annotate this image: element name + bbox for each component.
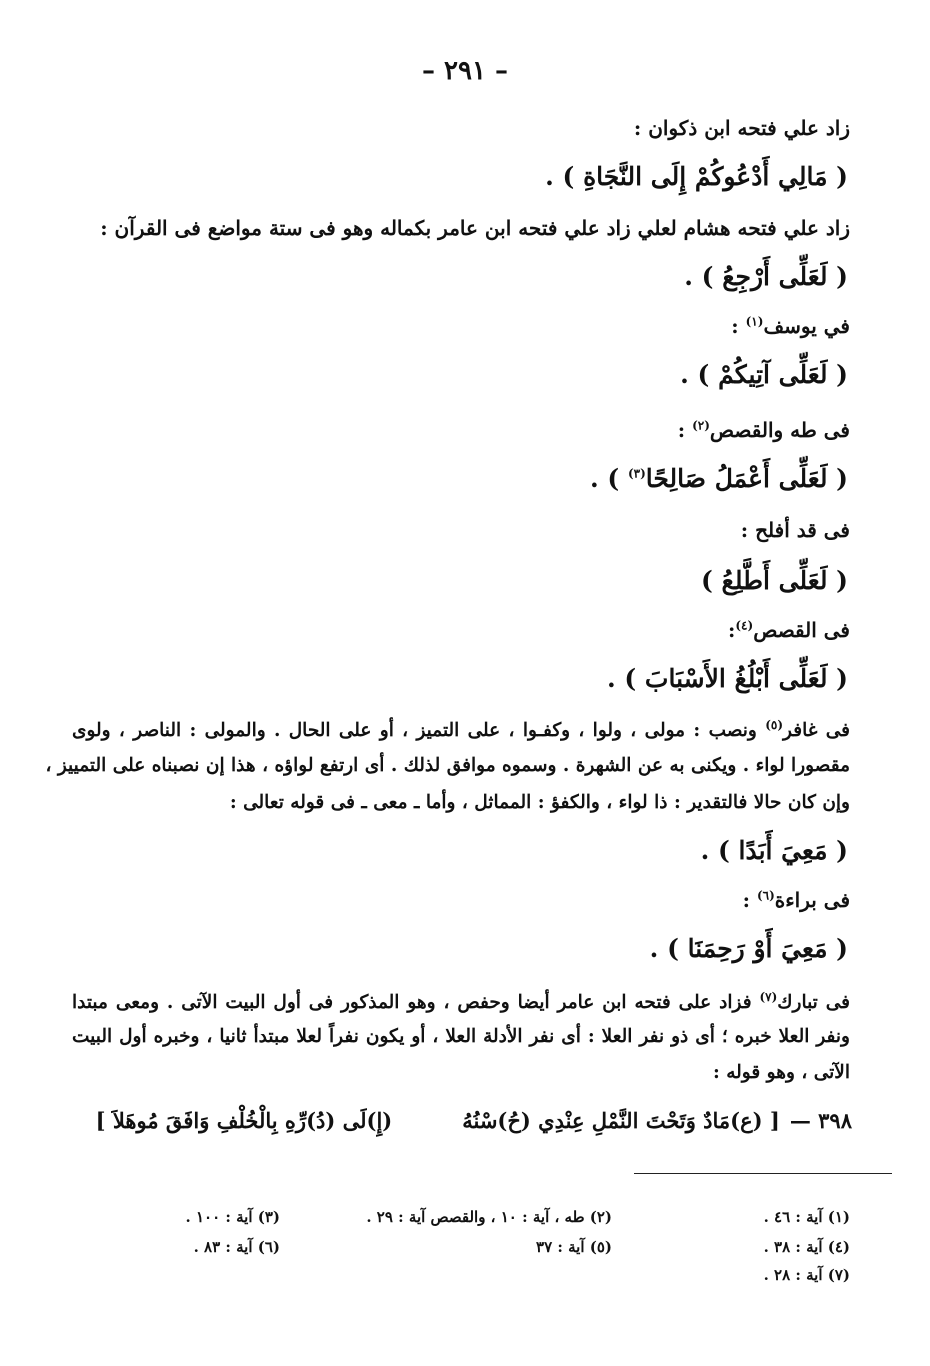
verse-segment: ( لَعَلِّى أَعْمَلُ صَالِحًا <box>645 464 848 493</box>
poem-verse <box>72 1108 852 1133</box>
paragraph-line: مقصورا لواء . ويكنى به عن الشهرة . وسموه موافق لذلك . أى ارتفع لواؤه ، هذا إن نصبناه على التمييز ، <box>45 755 850 776</box>
text-segment: فى تبارك <box>777 992 850 1014</box>
text-segment: : <box>742 888 757 912</box>
verse-segment: ) . <box>590 464 628 493</box>
text-segment: في يوسف <box>763 314 850 338</box>
footnote: (٦) آية : ٨٣ . <box>193 1238 280 1256</box>
footnote-ref: (٦) <box>756 888 775 903</box>
quran-verse: ( لَعَلِّى أَرْجِعُ ) . <box>684 262 848 291</box>
paragraph-line <box>72 990 850 1013</box>
text-segment: : <box>731 314 746 338</box>
poem-hemistich-first: [ (ع)مَادٌ وَتَحْتَ النَّمْلِ عِنْدِي (حُ)سْنُهُ <box>462 1108 780 1133</box>
footnote: (٣) آية : ١٠٠ . <box>185 1208 280 1226</box>
footnote-ref: (٥) <box>765 718 784 732</box>
text-segment: فى القصص <box>753 618 850 642</box>
paragraph-line: الآتى ، وهو قوله : <box>712 1062 850 1083</box>
text-segment: فى براءة <box>774 888 850 912</box>
quran-verse: ( لَعَلِّى أَبْلُغُ الأَسْبَابَ ) . <box>606 664 848 693</box>
text-segment: : <box>727 618 736 642</box>
footnote-ref: (٢) <box>692 418 710 433</box>
footnote: (١) آية : ٤٦ . <box>763 1208 850 1226</box>
quran-verse: ( لَعَلِّى آتِيكُمْ ) . <box>680 360 848 389</box>
footnote: (٤) آية : ٣٨ . <box>763 1238 850 1256</box>
quran-verse: ( مَعِيَ أَوْ رَحِمَنَا ) . <box>649 934 848 963</box>
text-line: فى قد أفلح : <box>740 518 850 542</box>
text-segment: فزاد على فتحه ابن عامر أيضا وحفص ، وهو المذكور فى أول البيت الآتى . ومعى مبتدا <box>72 992 760 1014</box>
text-line <box>743 888 850 912</box>
quran-verse <box>590 464 848 493</box>
footnote-separator <box>634 1173 892 1174</box>
footnote: (٧) آية : ٢٨ . <box>763 1266 850 1284</box>
footnote-ref: (٤) <box>735 618 754 633</box>
footnote-ref: (٣) <box>627 466 646 481</box>
quran-verse: ( لَعَلِّى أَطَّلِعُ ) <box>701 566 848 595</box>
text-line <box>731 314 850 338</box>
paragraph-line: وإن كان حالا فالتقدير : ذا لواء ، والكفؤ : المماثل ، وأما ـ معى ـ فى قوله تعالى : <box>229 792 850 813</box>
text-segment: : <box>677 418 693 442</box>
footnote-ref: (٧) <box>759 990 778 1004</box>
text-line: زاد علي فتحه هشام لعلي زاد علي فتحه ابن عامر بكماله وهو فى ستة مواضع فى القرآن : <box>100 216 850 240</box>
quran-verse: ( مَالِي أَدْعُوكُمْ إِلَى النَّجَاةِ ) . <box>545 162 848 191</box>
footnote-ref: (١) <box>745 314 764 329</box>
footnote: (٢) طه ، آية : ١٠ ، والقصص آية : ٢٩ . <box>366 1208 612 1226</box>
page-number: – ٢٩١ – <box>421 56 509 86</box>
text-line <box>728 618 850 642</box>
footnote: (٥) آية : ٣٧ <box>536 1238 612 1256</box>
text-segment: ونصب : مولى ، ولوا ، وكفـوا ، على التميز ، أو على الحال . والمولى : الناصر ، ولوى <box>72 720 766 742</box>
quran-verse: ( مَعِيَ أَبَدًا ) . <box>700 836 848 865</box>
text-line: زاد علي فتحه ابن ذكوان : <box>633 116 850 140</box>
poem-number: ٣٩٨ — <box>789 1108 852 1133</box>
text-segment: فى طه والقصص <box>709 418 850 442</box>
paragraph-line <box>72 718 850 741</box>
poem-hemistich-second: (إِ)لَى (دُ)رِّهِ بِالْخُلْفِ وَافَقَ مُوهَلاَ ] <box>95 1108 393 1133</box>
paragraph-line: ونفر العلا خبره ؛ أى ذو نفر العلا : أى نفر الأدلة العلا ، أو يكون نفراً لعلا مبتدأ ثانيا ، وخبره أول البيت <box>72 1026 850 1047</box>
text-line <box>678 418 850 442</box>
text-segment: فى غافر <box>783 720 850 742</box>
